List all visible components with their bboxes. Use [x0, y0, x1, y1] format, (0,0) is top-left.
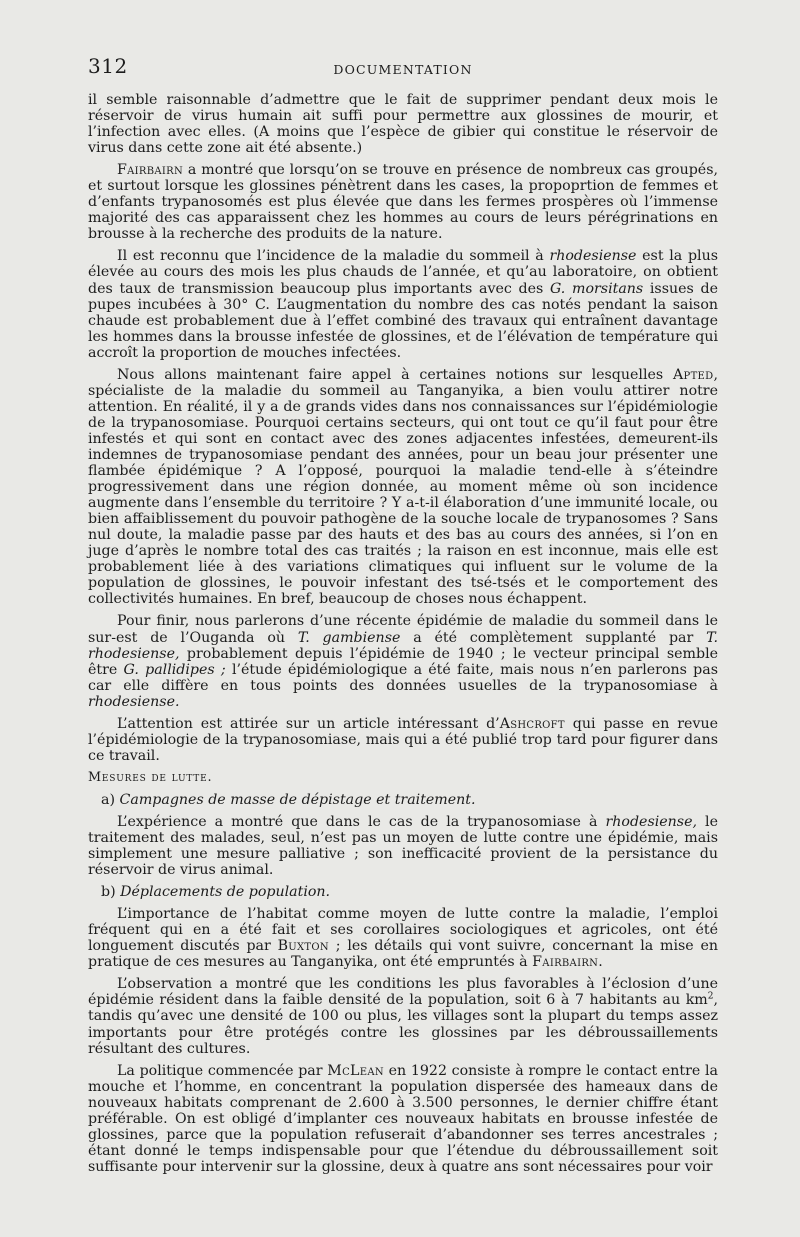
paragraph-traitement: [88, 814, 718, 878]
paragraph-ouganda: [88, 613, 718, 709]
paragraph-incidence: [88, 248, 718, 360]
text-run: L’expérience a montré que dans le cas de la trypanosomiase à: [117, 813, 606, 830]
subheading-b: [88, 884, 718, 900]
subheading-title: Déplacements de population.: [120, 884, 331, 901]
text-run: Pour finir, nous parlerons d’une récente épidémie de maladie du sommeil dans le sur-est de l’Ouganda où: [88, 613, 718, 646]
running-head: [88, 52, 718, 92]
text-run: La politique commencée par: [117, 1062, 328, 1079]
body-text: [88, 92, 718, 1175]
text-run: Nous allons maintenant faire appel à certaines notions sur lesquelles: [117, 366, 674, 383]
paragraph-continued: [88, 92, 718, 156]
text-run: le traitement des malades, seul, n’est pas un moyen de lutte contre une épidémie, mais simplement une mesure palliative ; son inefficacité provient de la persistance du réservoir de virus animal.: [88, 813, 718, 879]
page-number: 312: [88, 54, 128, 78]
subheading-title: Campagnes de masse de dépistage et traitement.: [119, 791, 476, 808]
paragraph-text: il semble raisonnable d’admettre que le fait de supprimer pendant deux mois le réservoir de virus humain ait suffi pour permettre aux glossines de mourir, et l’infection avec elles. (A moins que l’espèce de gibier qui constitue le réservoir de virus dans cette zone ait été absente.): [88, 92, 718, 157]
italic-term: rhodesiense: [549, 248, 637, 265]
paragraph-mclean: [88, 1063, 718, 1175]
paragraph-habitat: [88, 906, 718, 970]
italic-term: T. rhodesiense,: [88, 629, 718, 662]
paragraph-ashcroft: [88, 716, 718, 764]
text-run: L’importance de l’habitat comme moyen de lutte contre la maladie, l’emploi fréquent qui en a été fait et ses corollaires sociologiques et agricoles, ont été longuement discutés par: [88, 906, 718, 955]
author-name: Fairbairn: [532, 954, 599, 971]
text-run: L’attention est attirée sur un article intéressant d’: [117, 715, 500, 732]
author-name: McLean: [327, 1062, 384, 1079]
author-name: Apted: [673, 366, 714, 383]
text-run: l’étude épidémiologique a été faite, mais nous n’en parlerons pas car elle diffère en tous points des données usuelles de la trypanosomiase à: [88, 661, 718, 694]
text-run: ; les détails qui vont suivre, concernant la mise en pratique de ces mesures au Tanganyika, ont été empruntés à: [88, 938, 718, 971]
text-run: L’observation a montré que les conditions les plus favorables à l’éclosion d’une épidémie résident dans la faible densité de la population, soit 6 à 7 habitants au km: [88, 976, 718, 1009]
text-run: en 1922 consiste à rompre le contact entre la mouche et l’homme, en concentrant la population dispersée des hameaux dans de nouveaux habitats comprenant de 2.600 à 3.500 personnes, le dernier chiffre étant préférable. On est obligé d’implanter ces nouveaux habitats en brousse infestée de glossines, parce que la population refuserait d’abandonner ses terres ancestrales ; étant donné le temps indispensable pour que l’étendue du débroussaillement soit suffisante pour intervenir sur la glossine, deux à quatre ans sont nécessaires pour voir: [88, 1062, 718, 1175]
text-run: probablement depuis l’épidémie de 1940 ; le vecteur principal semble être: [88, 645, 718, 678]
running-title: DOCUMENTATION: [333, 62, 473, 77]
text-run: , tandis qu’avec une densité de 100 ou plus, les villages sont la plupart du temps assez importants pour être protégés contre les glossines par les débroussaillements résultant des cultures.: [88, 992, 718, 1057]
subheading-a: [88, 792, 718, 808]
superscript: 2: [707, 991, 714, 1002]
author-name: Buxton: [277, 938, 329, 955]
text-run: issues de pupes incubées à 30° C. L’augmentation du nombre des cas notés pendant la saison chaude est probablement due à l’effet combiné des travaux qui entraînent davantage les hommes dans la brousse infestée de glossines, et de l’élévation de température qui accroît la proportion de mouches infectées.: [88, 280, 718, 361]
text-run: .: [598, 954, 603, 971]
paragraph-fairbairn: [88, 162, 718, 242]
section-heading: Mesures de lutte.: [88, 769, 213, 785]
italic-term: G. pallidipes ;: [123, 661, 226, 678]
text-run: est la plus élevée au cours des mois les plus chauds de l’année, et qu’au laboratoire, on obtient des taux de transmission beaucoup plus importants avec des: [88, 248, 718, 297]
italic-term: T. gambiense: [297, 629, 401, 646]
paragraph-apted: [88, 367, 718, 608]
author-name: Fairbairn: [117, 162, 184, 179]
paragraph-densite: [88, 976, 718, 1056]
text-run: qui passe en revue l’épidémiologie de la trypanosomiase, mais qui a été publié trop tard pour figurer dans ce travail.: [88, 715, 718, 764]
subheading-label: a): [101, 791, 115, 808]
text-run: , spécialiste de la maladie du sommeil au Tanganyika, a bien voulu attirer notre attention. En réalité, il y a de grands vides dans nos connaissances sur l’épidémiologie de la trypanosomiase. Pourquoi certains secteurs, qui ont tout ce qu’il faut pour être infestés et qui sont en contact avec des zones adjacentes infestées, demeurent-ils indemnes de trypanosomiase pendant des années, pour un beau jour présenter une flambée épidémique ? A l’opposé, pourquoi la maladie tend-elle à s’éteindre progressivement dans une région donnée, au moment même où son incidence augmente dans l’ensemble du territoire ? Y a-t-il élaboration d’une immunité locale, ou bien affaiblissement du pouvoir pathogène de la souche locale de trypanosomes ? Sans nul doute, la maladie passe par des hauts et des bas au cours des années, si l’on en juge d’après le nombre total des cas traités ; la raison en est inconnue, mais elle est probablement liée à des variations climatiques qui influent sur le volume de la population de glossines, le pouvoir infestant des tsé-tsés et le comportement des collectivités humaines. En bref, beaucoup de choses nous échappent.: [88, 366, 718, 608]
author-name: Ashcroft: [499, 715, 565, 732]
italic-term: G. morsitans: [549, 280, 644, 297]
text-run: Il est reconnu que l’incidence de la maladie du sommeil à: [117, 248, 550, 265]
italic-term: rhodesiense,: [605, 813, 697, 830]
italic-term: rhodesiense.: [88, 693, 180, 710]
paragraph-text: a montré que lorsqu’on se trouve en présence de nombreux cas groupés, et surtout lorsque les glossines pénètrent dans les cases, la propoprtion de femmes et d’enfants trypanosomés est plus élevée que dans les fermes prospères où l’immense majorité des cas apparaissent chez les hommes au cours de leurs pérégrinations en brousse à la recherche des produits de la nature.: [88, 162, 718, 243]
subheading-label: b): [101, 884, 116, 901]
text-run: a été complètement supplanté par: [400, 629, 707, 646]
